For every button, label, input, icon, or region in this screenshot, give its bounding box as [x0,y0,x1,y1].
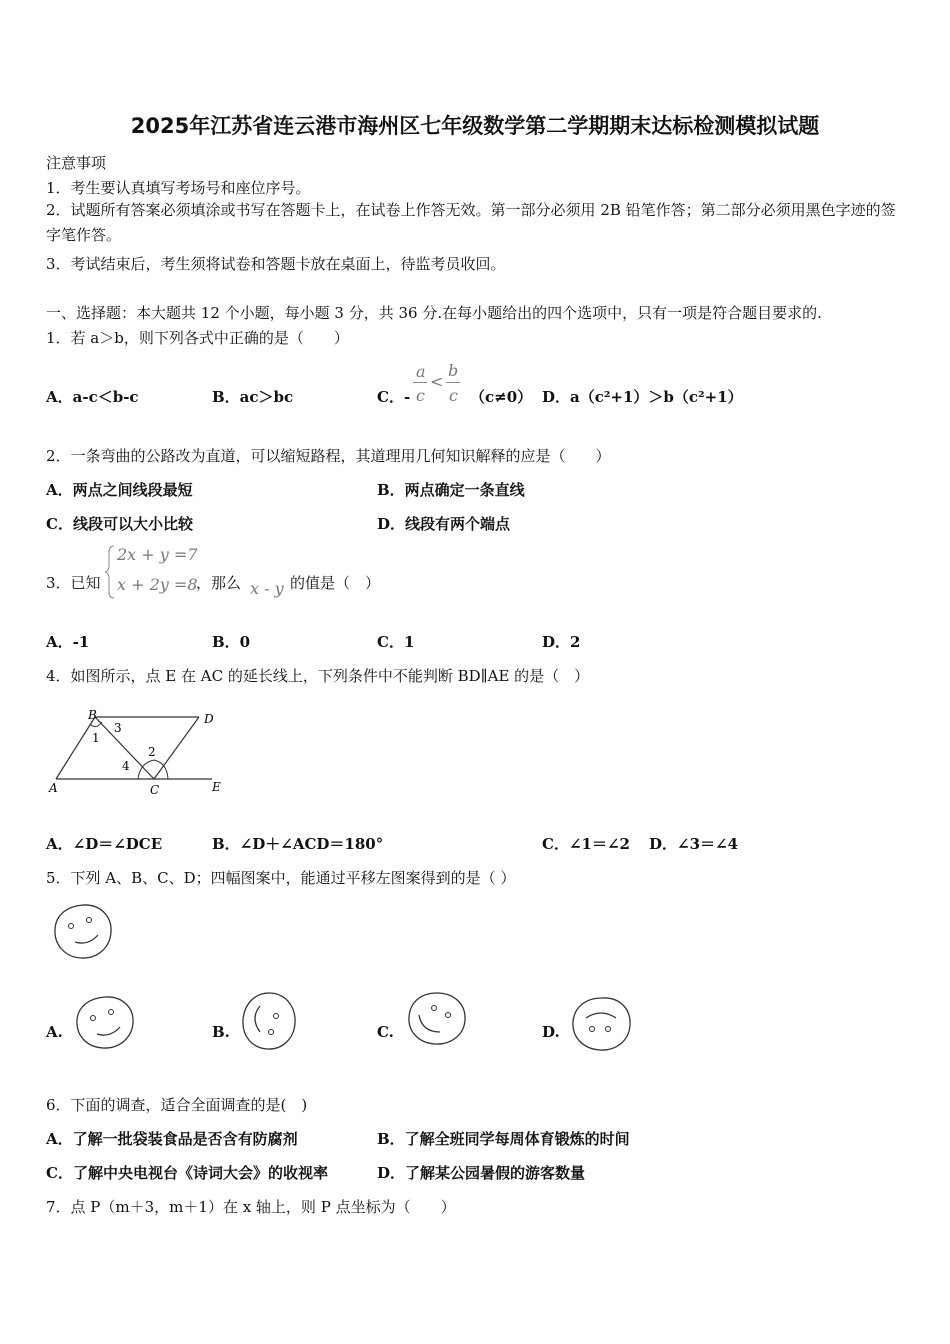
q6-option-a: A．了解一批袋装食品是否含有防腐剂 [46,1130,298,1148]
angle-3: 3 [114,721,122,735]
q2-option-a: A．两点之间线段最短 [46,481,193,499]
q6-option-b: B．了解全班同学每周体育锻炼的时间 [377,1130,630,1148]
angle-4: 4 [122,759,130,773]
q1-frac1-bar [413,382,427,383]
parallelogram-figure [44,700,234,800]
system-brace [104,544,118,600]
label-b: B [88,708,97,722]
page-title: 2025年江苏省连云港市海州区七年级数学第二学期期末达标检测模拟试题 [130,114,820,138]
q4-option-c: C．∠1＝∠2 [542,835,630,853]
q5-option-c: C. [377,1023,394,1041]
question-6-stem: 6．下面的调查，适合全面调查的是( ) [46,1096,308,1114]
question-3-expr: x - y [250,579,284,598]
q1-option-c-label: C．- [377,388,411,406]
q3-option-b: B．0 [212,633,251,651]
q1-frac2-den: c [449,386,458,405]
q4-option-a: A．∠D＝∠DCE [46,835,163,853]
notice-item: 1．考生要认真填写考场号和座位序号。 [46,179,311,197]
q2-option-b: B．两点确定一条直线 [377,481,525,499]
label-c: C [150,783,160,797]
notice-item: 3．考试结束后，考生须将试卷和答题卡放在桌面上，待监考员收回。 [46,255,506,273]
smiley-b-icon [238,990,300,1054]
smiley-a-icon [72,994,138,1052]
q1-option-b: B．ac＞bc [212,388,294,406]
q3-option-c: C．1 [377,633,415,651]
q5-option-d: D. [542,1023,560,1041]
q3-option-d: D．2 [542,633,581,651]
q5-option-b: B. [212,1023,230,1041]
question-7-stem: 7．点 P（m＋3，m＋1）在 x 轴上，则 P 点坐标为（ ） [46,1198,456,1216]
q6-option-d: D．了解某公园暑假的游客数量 [377,1164,586,1182]
question-1-stem: 1．若 a＞b，则下列各式中正确的是（ ） [46,329,349,347]
q1-frac1-num: a [416,362,426,381]
system-eq2: x + 2y =8 [117,575,198,594]
q1-option-d: D．a（c²+1）＞b（c²+1） [542,388,743,406]
q1-frac2-num: b [448,361,459,380]
smiley-reference-icon [50,902,116,962]
question-3-suffix: 的值是（ ） [290,574,381,592]
question-3-middle: ，那么 [196,574,242,592]
q3-option-a: A．-1 [46,633,90,651]
notice-item: 2．试题所有答案必须填涂或书写在答题卡上，在试卷上作答无效。第一部分必须用 2B 铅笔作答；第二部分必须用黑色字迹的签字笔作答。 [46,201,896,244]
q1-frac2-bar [446,382,460,383]
question-2-stem: 2．一条弯曲的公路改为直道，可以缩短路程，其道理用几何知识解释的应是（ ） [46,447,611,465]
question-5-stem: 5．下列 A、B、C、D；四幅图案中，能通过平移左图案得到的是（ ） [46,869,516,887]
q6-option-c: C．了解中央电视台《诗词大会》的收视率 [46,1164,328,1182]
angle-1: 1 [92,731,100,745]
q2-option-d: D．线段有两个端点 [377,515,511,533]
smiley-c-icon [404,990,470,1048]
system-eq1: 2x + y =7 [117,545,198,564]
q4-option-b: B．∠D＋∠ACD＝180° [212,835,384,853]
q2-option-c: C．线段可以大小比较 [46,515,193,533]
q4-option-d: D．∠3＝∠4 [649,835,739,853]
q1-option-c-cond: （c≠0） [470,388,533,406]
q5-option-a: A. [46,1023,63,1041]
notice-heading: 注意事项 [46,154,107,172]
q1-less-than: < [430,372,444,391]
label-e: E [212,780,221,794]
angle-2: 2 [148,745,156,759]
label-a: A [49,781,58,795]
label-d: D [204,712,214,726]
q1-frac1-den: c [416,386,425,405]
question-3-prefix: 3．已知 [46,574,101,592]
section-heading: 一、选择题：本大题共 12 个小题，每小题 3 分，共 36 分.在每小题给出的四个选项中，只有一项是符合题目要求的. [46,304,822,322]
smiley-d-icon [568,994,636,1054]
question-4-stem: 4．如图所示，点 E 在 AC 的延长线上，下列条件中不能判断 BD∥AE 的是（ ） [46,667,590,685]
q1-option-a: A．a-c＜b-c [46,388,139,406]
